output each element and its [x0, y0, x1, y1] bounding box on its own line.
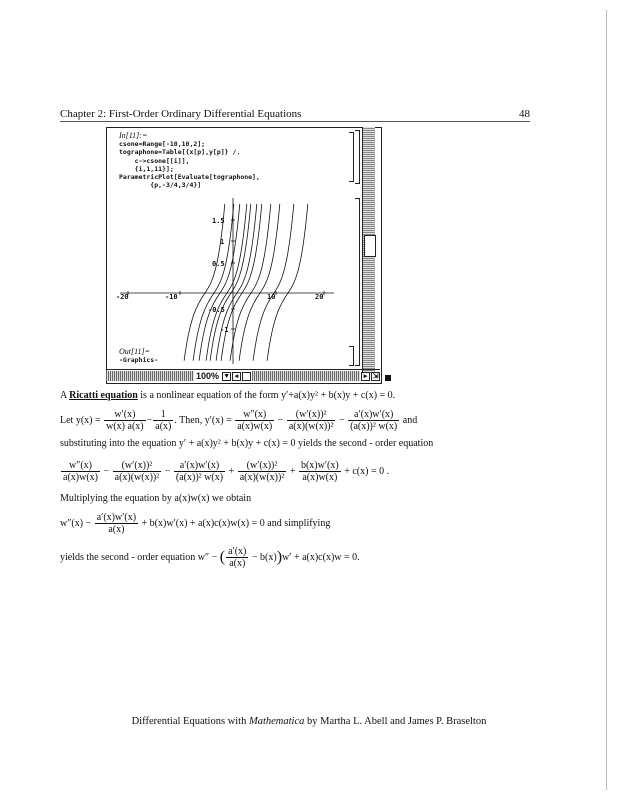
cell-bracket[interactable]: [355, 198, 360, 366]
output-value: -Graphics-: [119, 356, 159, 365]
mathematica-title: Mathematica: [248, 716, 305, 727]
out-label: Out[11]=: [119, 347, 151, 356]
end-of-example-square: [385, 375, 391, 381]
chapter-title: Chapter 2: First-Order Ordinary Differential Equations: [60, 108, 302, 120]
y-tick-label: 1.5: [212, 217, 225, 225]
code-line: csone=Range[-10,10,2];: [119, 140, 206, 149]
solution-curve: [184, 204, 225, 361]
x-tick-label: -20: [116, 293, 129, 301]
riccati-definition: A Ricatti equation is a nonlinear equation of the form y′+a(x)y² + b(x)y + c(x) = 0.: [60, 390, 396, 401]
scroll-track[interactable]: [252, 371, 360, 381]
multiplying-text: Multiplying the equation by a(x)w(x) we obtain: [60, 493, 252, 504]
code-line: {i,1,11}];: [119, 164, 174, 173]
header-rule: [60, 121, 530, 122]
y-tick-label: -1: [220, 326, 229, 334]
x-tick-label: 20: [315, 293, 324, 301]
page-edge-rule: [606, 10, 607, 790]
vertical-scrollbar[interactable]: [362, 127, 375, 373]
code-line: c->csone[[i]],: [119, 156, 190, 165]
y-tick-label: 0.5: [212, 260, 225, 268]
final-equation: yields the second - order equation w″ − ( $\frac{a'(x)}{a(x)}$ − b(x))w′ + a(x)c(x)w = 0.: [60, 546, 360, 569]
cell-bracket[interactable]: [355, 130, 360, 184]
code-line: tographone=Table[{x[p],y[p]} /.: [119, 148, 241, 157]
zoom-level[interactable]: 100%: [196, 371, 220, 381]
y-tick-label: 1: [220, 238, 225, 246]
scroll-thumb[interactable]: [364, 235, 376, 257]
parametric-plot: [110, 196, 342, 366]
x-tick-label: -10: [165, 293, 178, 301]
scroll-box[interactable]: [242, 372, 251, 381]
solution-curve: [221, 204, 262, 361]
x-tick-label: 10: [267, 293, 276, 301]
riccati-term: Ricatti equation: [69, 390, 138, 401]
solution-curve: [206, 204, 247, 361]
cell-bracket-inner[interactable]: [349, 346, 354, 366]
multiplied-equation: w″(x) − $\frac{a'(x)w'(x)}{a(x)}$ + b(x)w′(x) + a(x)c(x)w(x) = 0 and simplifying: [60, 512, 331, 535]
cell-bracket-inner[interactable]: [349, 132, 354, 182]
substitution-line: Let y(x) = $\frac{w'(x)}{w(x) a(x)}$ − $\frac{1}{a(x)}$ . Then, y′(x) = $\frac{w''(x)}{a(x)w(x)}$ − $\frac{\text{(w′(x))²}}{\text{a(x)(w(x))²}}$ − $\frac{a'(x)w'(x)}{\text{(a(x))² w(x)}}$ and: [60, 409, 418, 432]
scroll-track[interactable]: [106, 371, 194, 381]
code-line: {p,-3/4,3/4}]: [119, 181, 202, 190]
in-label: In[11]:=: [119, 131, 148, 140]
solution-curve: [267, 204, 308, 361]
scroll-left-icon[interactable]: ◂: [232, 372, 241, 381]
second-order-equation: $\frac{w''(x)}{a(x)w(x)}$ − $\frac{\text{(w′(x))²}}{\text{a(x)(w(x))²}}$ − $\frac{a'(x)w'(x)}{\text{(a(x))² w(x)}}$ + $\frac{\text{(w′(x))²}}{\text{a(x)(w(x))²}}$ + $\frac{b(x)w'(x)}{a(x)w(x)}$ + c(x) = 0 .: [63, 460, 390, 483]
code-line: ParametricPlot[Evaluate[tographone],: [119, 173, 260, 182]
substituting-text: substituting into the equation y′ + a(x)y² + b(x)y + c(x) = 0 yields the second - order equation: [60, 438, 434, 449]
y-tick-label: -0.5: [208, 306, 225, 314]
scroll-right-icon[interactable]: ▸: [361, 372, 370, 381]
page-number: 48: [519, 108, 530, 120]
input-cell[interactable]: [119, 132, 260, 189]
solution-curve: [230, 204, 271, 361]
zoom-dropdown-icon[interactable]: ▼: [223, 372, 230, 380]
horizontal-scrollbar[interactable]: [106, 369, 380, 382]
plot-curves: [184, 204, 308, 361]
page-footer: Differential Equations with Mathematica by Martha L. Abell and James P. Braselton: [131, 716, 487, 727]
solution-curve: [193, 204, 234, 361]
resize-grip-icon[interactable]: ⇲: [372, 372, 379, 380]
